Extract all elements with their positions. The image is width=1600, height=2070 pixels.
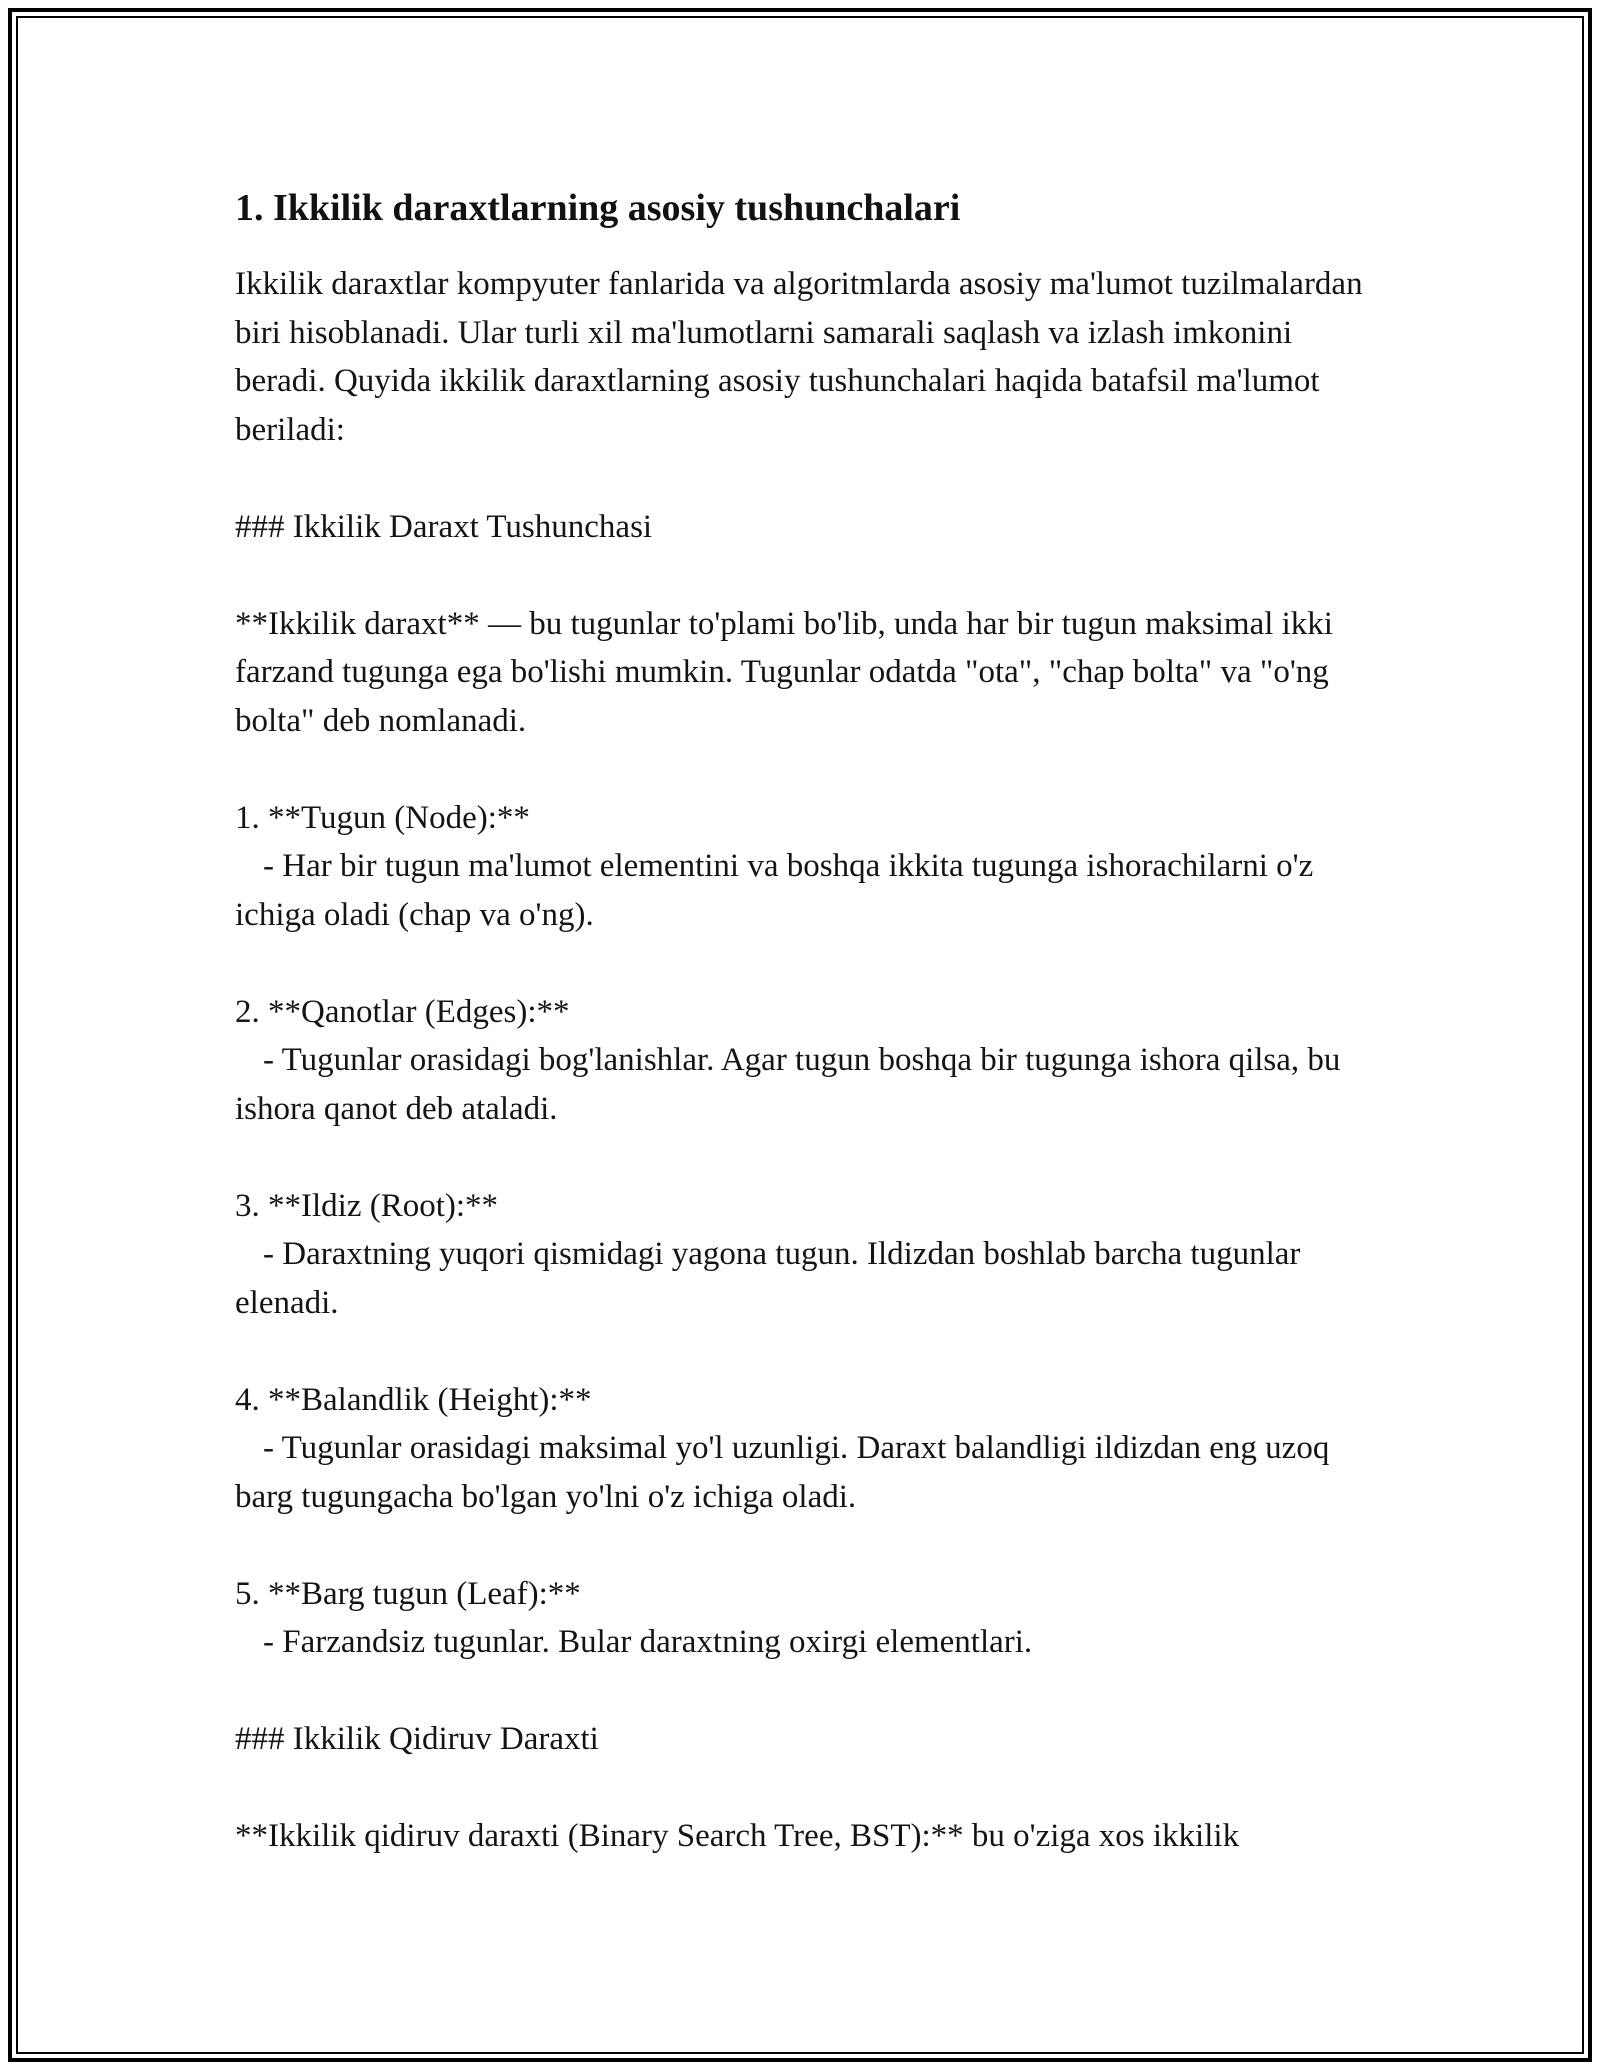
spacer bbox=[235, 454, 1375, 503]
spacer bbox=[235, 1667, 1375, 1716]
list-item-body: - Har bir tugun ma'lumot elementini va boshqa ikkita tugunga ishorachilarni o'z ichiga oladi (chap va o'ng). bbox=[235, 848, 1322, 933]
spacer bbox=[235, 745, 1375, 794]
intro-paragraph: Ikkilik daraxtlar kompyuter fanlarida va algoritmlarda asosiy ma'lumot tuzilmalardan biri hisoblanadi. Ular turli xil ma'lumotlarni samarali saqlash va izlash imkonini beradi. Quyida ikkilik daraxtlarning asosiy tushunchalari haqida batafsil ma'lumot beriladi: bbox=[235, 266, 1371, 448]
list-item-title: 3. **Ildiz (Root):** bbox=[235, 1187, 499, 1224]
spacer bbox=[235, 939, 1375, 988]
section-text-binary-tree: **Ikkilik daraxt** — bu tugunlar to'plami bo'lib, unda har bir tugun maksimal ikki farzand tugunga ega bo'lishi mumkin. Tugunlar odatda "ota", "chap bolta" va "o'ng bolta" deb nomlanadi. bbox=[235, 605, 1342, 739]
spacer bbox=[235, 1521, 1375, 1570]
list-item-body: - Tugunlar orasidagi bog'lanishlar. Agar tugun boshqa bir tugunga ishora qilsa, bu ishora qanot deb ataladi. bbox=[235, 1042, 1349, 1127]
list-item-title: 5. **Barg tugun (Leaf):** bbox=[235, 1575, 581, 1612]
list-item-body: - Farzandsiz tugunlar. Bular daraxtning oxirgi elementlari. bbox=[263, 1624, 1033, 1660]
list-item-body: - Daraxtning yuqori qismidagi yagona tugun. Ildizdan boshlab barcha tugunlar elenadi. bbox=[235, 1236, 1309, 1321]
section-text-bst: **Ikkilik qidiruv daraxti (Binary Search Tree, BST):** bu o'ziga xos ikkilik bbox=[235, 1818, 1240, 1854]
document-body bbox=[235, 186, 1375, 1861]
section-title-binary-tree: ### Ikkilik Daraxt Tushunchasi bbox=[235, 508, 653, 545]
list-item-title: 1. **Tugun (Node):** bbox=[235, 799, 530, 836]
spacer bbox=[235, 1327, 1375, 1376]
list-item-title: 4. **Balandlik (Height):** bbox=[235, 1381, 592, 1418]
spacer bbox=[235, 1133, 1375, 1182]
list-item-body: - Tugunlar orasidagi maksimal yo'l uzunligi. Daraxt balandligi ildizdan eng uzoq barg tugungacha bo'lgan yo'lni o'z ichiga oladi. bbox=[235, 1430, 1338, 1515]
document-heading: 1. Ikkilik daraxtlarning asosiy tushunchalari bbox=[235, 187, 961, 229]
list-item-title: 2. **Qanotlar (Edges):** bbox=[235, 993, 570, 1030]
spacer bbox=[235, 551, 1375, 600]
spacer bbox=[235, 1764, 1375, 1813]
section-title-bst: ### Ikkilik Qidiruv Daraxti bbox=[235, 1721, 599, 1757]
